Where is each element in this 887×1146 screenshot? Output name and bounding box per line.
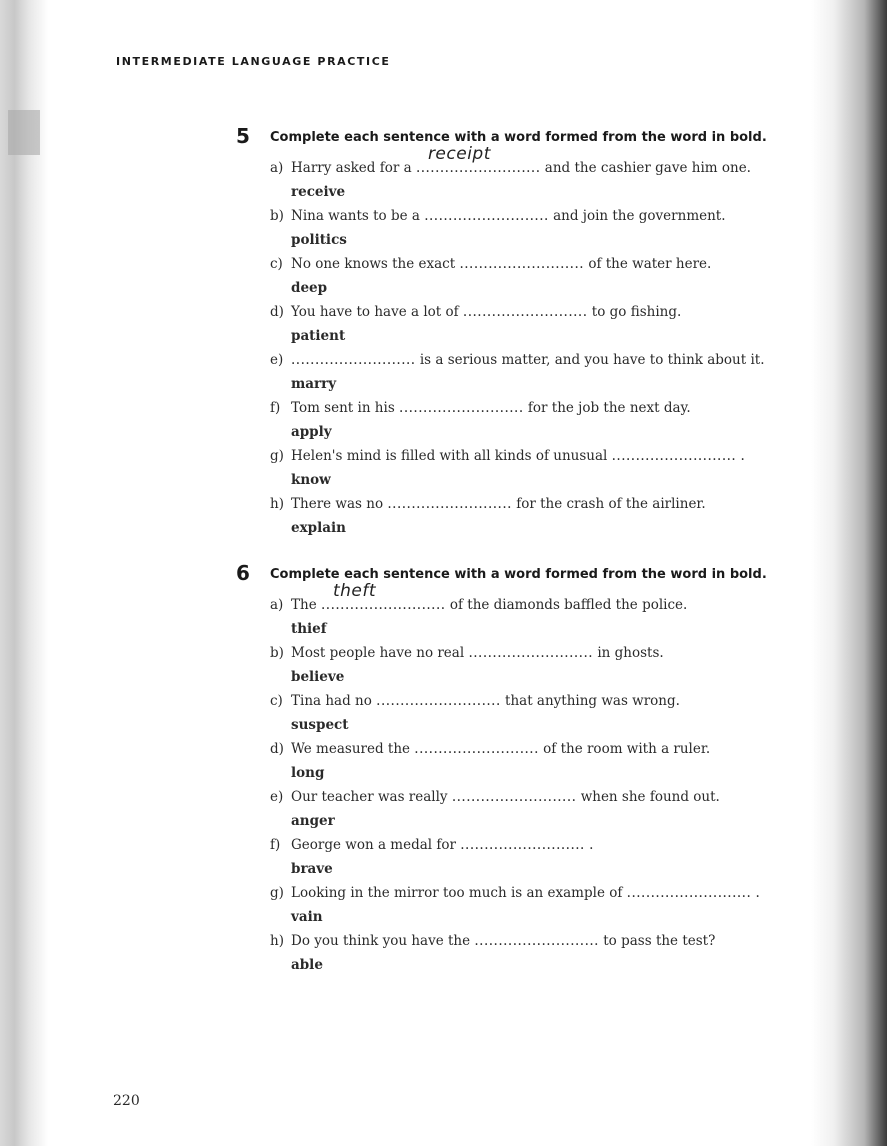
answer-blank[interactable]: .......................... (399, 400, 524, 416)
answer-blank[interactable]: .......................... (424, 208, 549, 224)
exercise-5 (236, 124, 776, 544)
scan-mark-left (8, 110, 40, 155)
item-sentence: The .......................... theft of the diamonds baffled the police. (291, 581, 688, 613)
root-word: believe (291, 669, 345, 685)
item-letter: b) (270, 645, 284, 661)
exercise-item (236, 208, 776, 256)
answer-blank[interactable]: .......................... (376, 693, 501, 709)
item-letter: a) (270, 160, 284, 176)
item-sentence: Tom sent in his .......................... for the job the next day. (291, 400, 691, 416)
item-letter: e) (270, 789, 284, 805)
item-sentence: There was no .......................... for the crash of the airliner. (291, 496, 706, 512)
exercise-header (236, 124, 776, 160)
root-word: explain (291, 520, 346, 536)
item-sentence: Looking in the mirror too much is an example of .......................... . (291, 885, 760, 901)
item-sentence: Our teacher was really .......................... when she found out. (291, 789, 720, 805)
exercise-header (236, 561, 776, 597)
exercise-item (236, 885, 776, 933)
item-sentence: George won a medal for .......................... . (291, 837, 594, 853)
item-sentence: Do you think you have the .......................... to pass the test? (291, 933, 716, 949)
item-letter: g) (270, 448, 284, 464)
answer-blank[interactable]: .......................... (291, 352, 416, 368)
exercise-item (236, 400, 776, 448)
root-word: know (291, 472, 331, 488)
exercise-instruction: Complete each sentence with a word formed from the word in bold. (270, 567, 767, 582)
handwritten-answer: theft (332, 581, 377, 601)
exercise-number: 5 (236, 124, 250, 148)
item-sentence: Tina had no .......................... that anything was wrong. (291, 693, 680, 709)
answer-blank[interactable]: .......................... (451, 789, 577, 805)
exercise-item (236, 144, 776, 208)
exercise-6 (236, 561, 776, 981)
item-letter: f) (270, 400, 281, 416)
answer-blank[interactable]: .......................... (462, 304, 588, 320)
root-word: suspect (291, 717, 349, 733)
item-letter: h) (270, 496, 284, 512)
answer-blank[interactable]: .......................... (611, 448, 737, 464)
root-word: able (291, 957, 323, 973)
item-letter: f) (270, 837, 281, 853)
page-number: 220 (113, 1093, 140, 1109)
item-sentence: Harry asked for a .......................... receipt and the cashier gave him one. (291, 144, 751, 176)
exercise-item (236, 741, 776, 789)
root-word: marry (291, 376, 337, 392)
root-word: thief (291, 621, 327, 637)
exercise-item (236, 304, 776, 352)
item-letter: b) (270, 208, 284, 224)
answer-blank[interactable]: .......................... (626, 885, 752, 901)
item-letter: a) (270, 597, 284, 613)
root-word: politics (291, 232, 347, 248)
item-letter: d) (270, 304, 284, 320)
exercise-item (236, 933, 776, 981)
exercise-item (236, 645, 776, 693)
exercise-item (236, 837, 776, 885)
root-word: receive (291, 184, 346, 200)
item-sentence: We measured the .......................... of the room with a ruler. (291, 741, 711, 757)
item-sentence: No one knows the exact .......................... of the water here. (291, 256, 712, 272)
root-word: deep (291, 280, 328, 296)
item-list (236, 144, 776, 544)
root-word: apply (291, 424, 332, 440)
item-sentence: .......................... is a serious matter, and you have to think about it. (291, 352, 765, 368)
root-word: long (291, 765, 325, 781)
root-word: vain (291, 909, 323, 925)
exercise-instruction: Complete each sentence with a word formed from the word in bold. (270, 130, 767, 145)
answer-blank[interactable]: .......................... (459, 256, 585, 272)
scan-shadow-right (811, 0, 887, 1146)
item-letter: g) (270, 885, 284, 901)
answer-blank[interactable]: .......................... theft (320, 581, 446, 613)
exercise-item (236, 789, 776, 837)
item-sentence: Most people have no real .......................... in ghosts. (291, 645, 664, 661)
item-list (236, 581, 776, 981)
exercise-item (236, 693, 776, 741)
answer-blank[interactable]: .......................... (468, 645, 594, 661)
root-word: brave (291, 861, 333, 877)
exercise-item (236, 256, 776, 304)
item-letter: h) (270, 933, 284, 949)
item-letter: d) (270, 741, 284, 757)
answer-blank[interactable]: .......................... (460, 837, 585, 853)
root-word: patient (291, 328, 346, 344)
exercise-item (236, 448, 776, 496)
item-sentence: Helen's mind is filled with all kinds of unusual .......................... . (291, 448, 745, 464)
exercise-item (236, 581, 776, 645)
answer-blank[interactable]: .......................... receipt (415, 144, 541, 176)
item-sentence: You have to have a lot of .......................... to go fishing. (291, 304, 682, 320)
exercise-item (236, 496, 776, 544)
item-letter: e) (270, 352, 284, 368)
scan-shadow-left (0, 0, 48, 1146)
root-word: anger (291, 813, 335, 829)
handwritten-answer: receipt (427, 144, 491, 164)
exercise-item (236, 352, 776, 400)
answer-blank[interactable]: .......................... (387, 496, 512, 512)
item-sentence: Nina wants to be a .......................... and join the government. (291, 208, 726, 224)
running-head: INTERMEDIATE LANGUAGE PRACTICE (116, 55, 391, 68)
answer-blank[interactable]: .......................... (414, 741, 539, 757)
exercise-number: 6 (236, 561, 250, 585)
answer-blank[interactable]: .......................... (474, 933, 599, 949)
item-letter: c) (270, 256, 283, 272)
item-letter: c) (270, 693, 283, 709)
